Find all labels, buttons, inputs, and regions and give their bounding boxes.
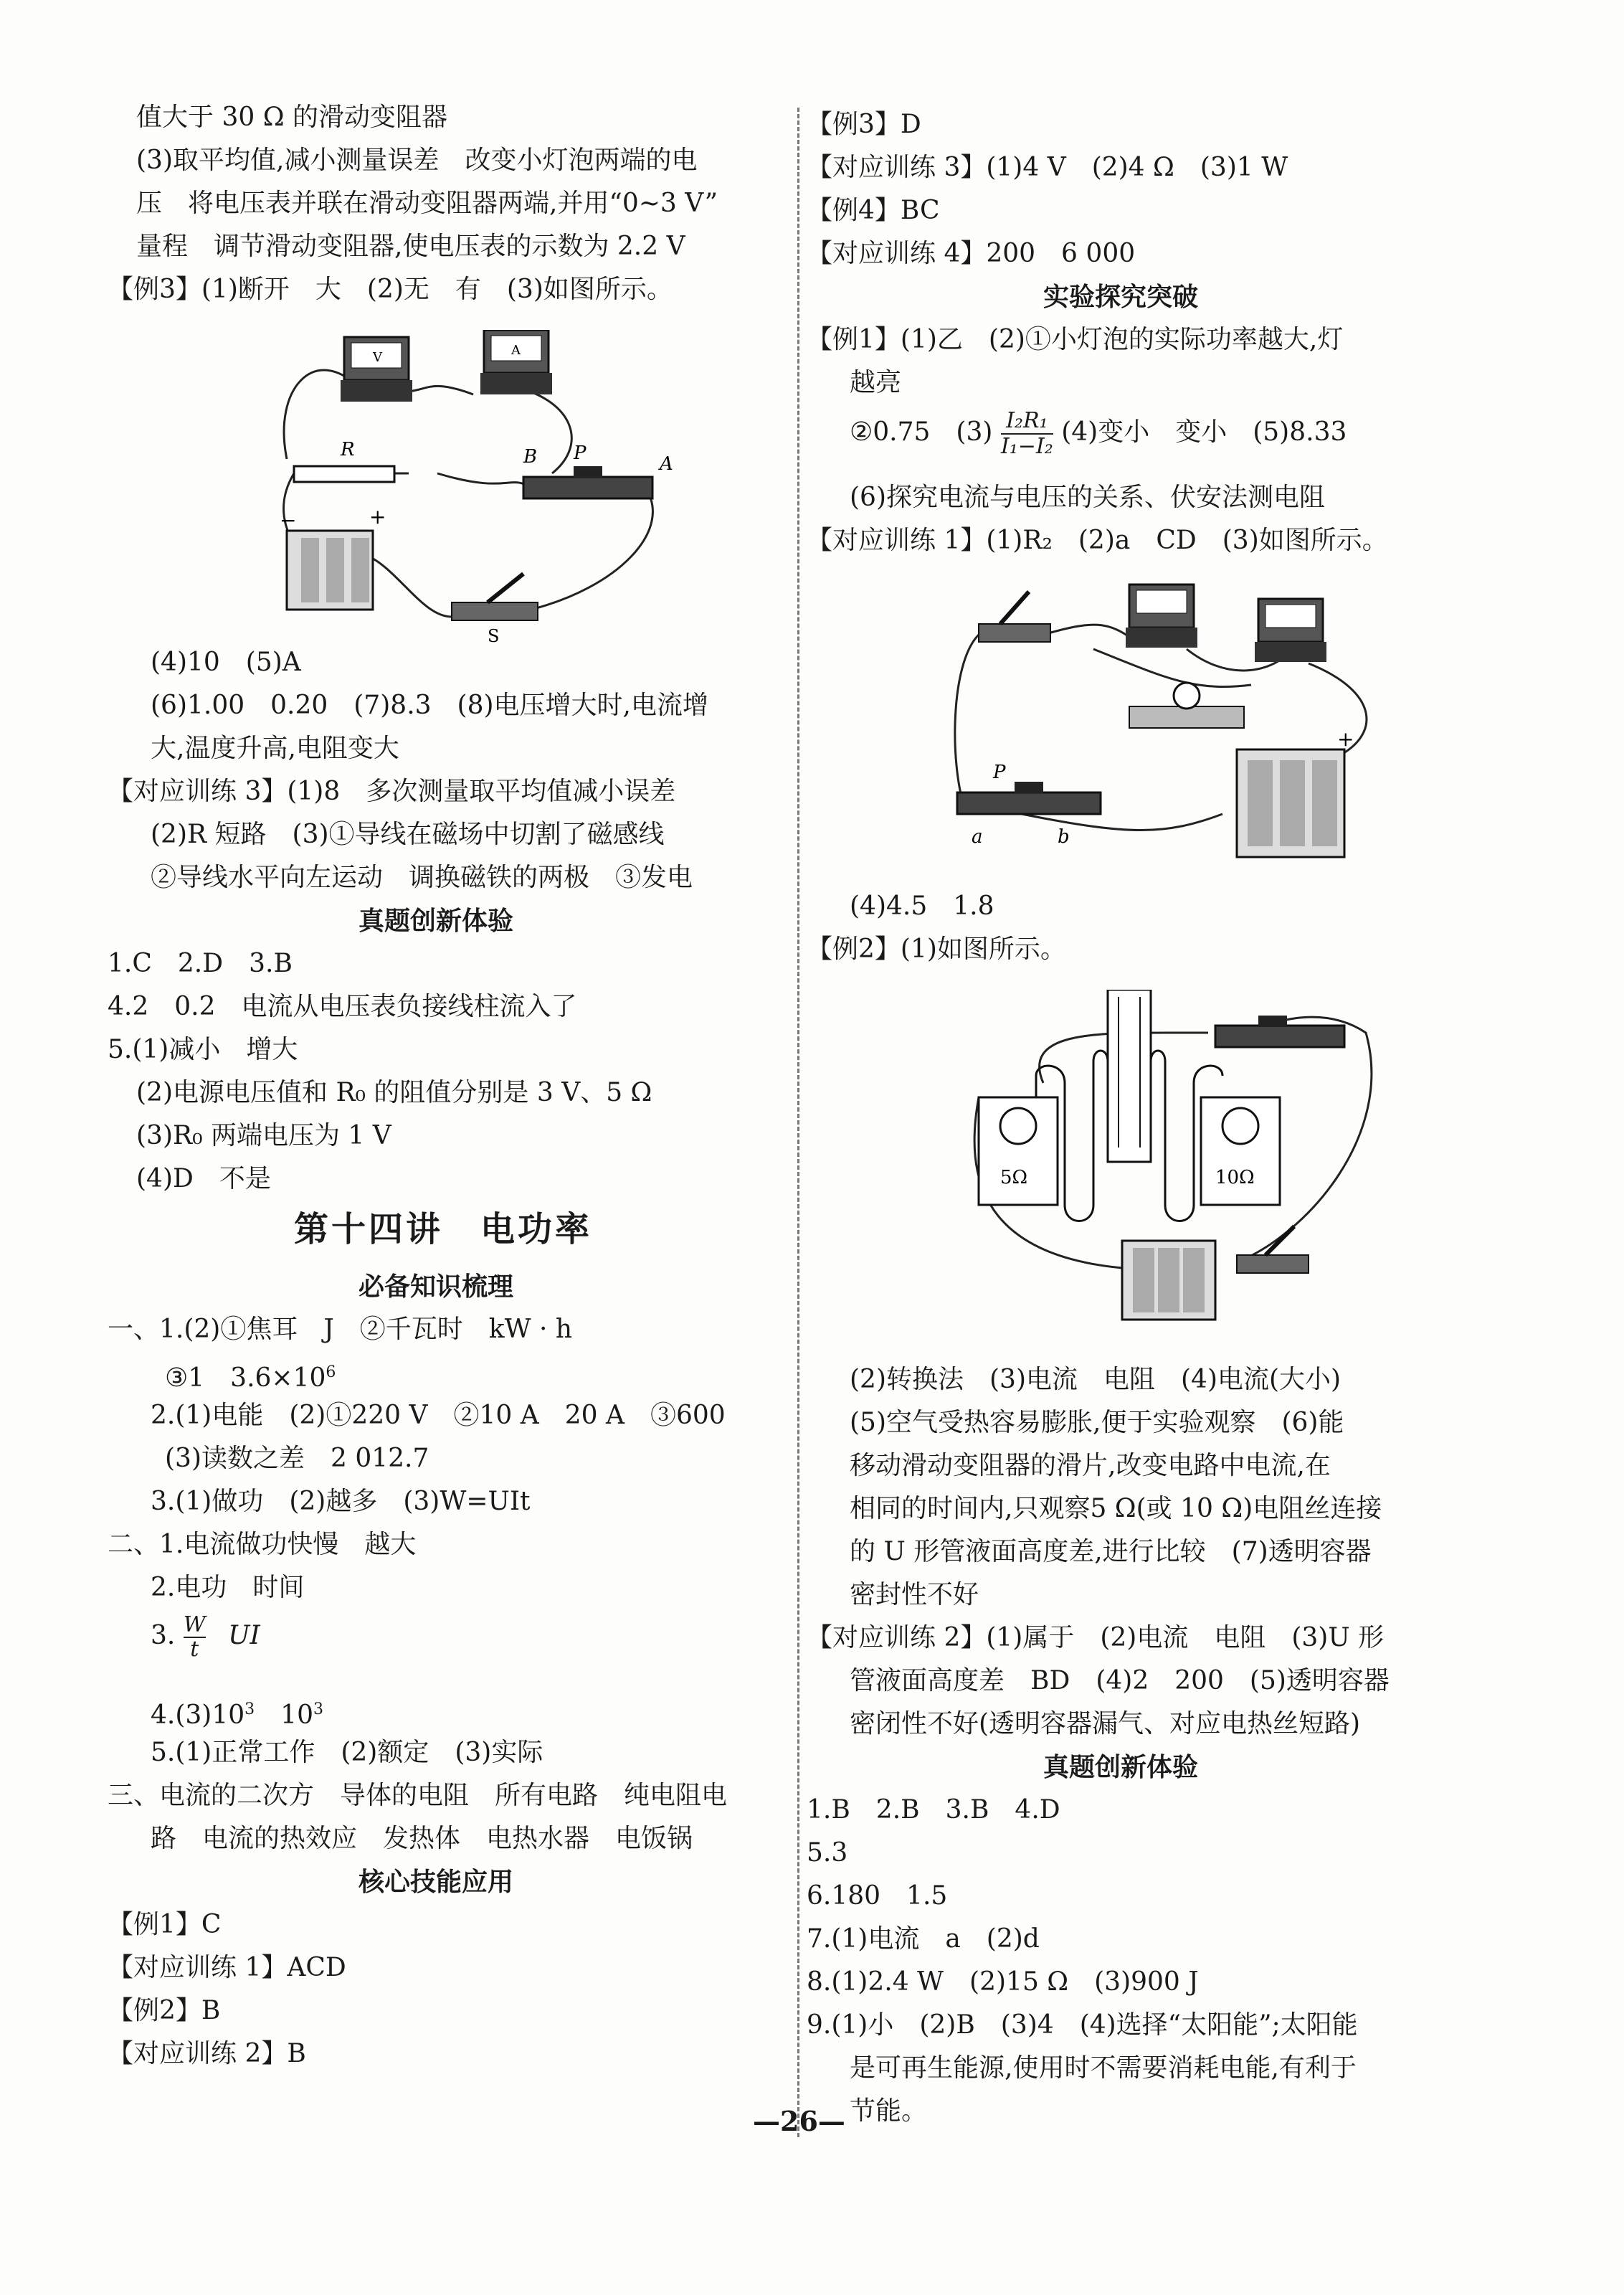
- example-line: 【例3】(1)断开 大 (2)无 有 (3)如图所示。: [108, 275, 673, 304]
- text-line: 的 U 形管液面高度差,进行比较 (7)透明容器: [850, 1537, 1372, 1566]
- label-b: b: [1058, 826, 1070, 848]
- text-line: 4.2 0.2 电流从电压表负接线柱流入了: [108, 992, 577, 1021]
- circuit-figure-2: [950, 577, 1395, 879]
- text-line: 是可再生能源,使用时不需要消耗电能,有利于: [850, 2053, 1357, 2083]
- label-a: A: [660, 453, 673, 475]
- text-line: 量程 调节滑动变阻器,使电压表的示数为 2.2 V: [136, 232, 685, 261]
- lamp-icon: [1129, 683, 1244, 728]
- label-plus: +: [1337, 727, 1354, 751]
- container-10-ohm: [1201, 1097, 1280, 1205]
- text-line: 1.C 2.D 3.B: [108, 949, 293, 978]
- text-line: (4)10 (5)A: [151, 648, 301, 677]
- text-line: 2.(1)电能 (2)①220 V ②10 A 20 A ③600: [151, 1401, 726, 1430]
- example-line: 【对应训练 2】(1)属于 (2)电流 电阻 (3)U 形: [807, 1623, 1385, 1652]
- section-heading: 核心技能应用: [358, 1867, 514, 1897]
- text-line: $4.(3)10^3$ $10^3$: [151, 1700, 323, 1730]
- switch-icon: [979, 592, 1050, 642]
- example-line: 【例3】D: [807, 110, 921, 139]
- fraction-line: 3. $\frac{W}{t}$ UI: [151, 1612, 260, 1662]
- svg-text:A: A: [511, 343, 521, 358]
- voltmeter-icon: [341, 337, 412, 402]
- container-5-ohm: [979, 1097, 1058, 1205]
- text-line: 8.(1)2.4 W (2)15 Ω (3)900 J: [807, 1967, 1199, 1997]
- text-line: ③1 $3.6\times 10^6$: [165, 1363, 336, 1393]
- text-line: (2)转换法 (3)电流 电阻 (4)电流(大小): [850, 1365, 1342, 1394]
- text-line: (3)取平均值,减小测量误差 改变小灯泡两端的电: [136, 146, 698, 175]
- ammeter-icon: [480, 330, 552, 394]
- circuit-figure-3: [964, 990, 1395, 1334]
- rheostat-icon: [1215, 1016, 1344, 1047]
- text-line: (3)读数之差 2 012.7: [165, 1444, 429, 1473]
- example-line: 【例2】B: [108, 1996, 221, 2025]
- ammeter-icon: [1126, 585, 1197, 648]
- text-line: (4)D 不是: [136, 1164, 271, 1193]
- text-line: 5.3: [807, 1838, 848, 1868]
- text-line: (2)R 短路 (3)①导线在磁场中切割了磁感线: [151, 820, 665, 849]
- example-line: 【对应训练 3】(1)8 多次测量取平均值减小误差: [108, 777, 676, 806]
- text-line: 3.(1)做功 (2)越多 (3)W=UIt: [151, 1487, 531, 1516]
- text-line: 相同的时间内,只观察5 Ω(或 10 Ω)电阻丝连接: [850, 1494, 1382, 1523]
- text-line: 一、1.(2)①焦耳 J ②千瓦时 kW · h: [108, 1315, 573, 1344]
- text-line: ②导线水平向左运动 调换磁铁的两极 ③发电: [151, 863, 693, 892]
- text-line: 2.电功 时间: [151, 1573, 305, 1602]
- svg-text:V: V: [373, 350, 382, 365]
- text-line: (3)R₀ 两端电压为 1 V: [136, 1121, 391, 1150]
- example-line: 【对应训练 1】(1)R₂ (2)a CD (3)如图所示。: [807, 526, 1388, 555]
- section-heading: 真题创新体验: [358, 906, 514, 936]
- text-line: 三、电流的二次方 导体的电阻 所有电路 纯电阻电: [108, 1781, 728, 1810]
- label-10-ohm: 10Ω: [1215, 1167, 1255, 1188]
- label-b: B: [523, 446, 538, 468]
- switch-icon: [452, 574, 538, 645]
- switch-icon: [1237, 1226, 1309, 1273]
- text-line: 节能。: [850, 2096, 928, 2126]
- text-line: 移动滑动变阻器的滑片,改变电路中电流,在: [850, 1451, 1331, 1480]
- text-line: 值大于 30 Ω 的滑动变阻器: [136, 103, 447, 132]
- rheostat-icon: [957, 762, 1101, 848]
- example-line: 【例2】(1)如图所示。: [807, 934, 1066, 964]
- section-heading: 实验探究突破: [1043, 282, 1199, 312]
- text-line: 5.(1)减小 增大: [108, 1035, 298, 1064]
- text-line: 二、1.电流做功快慢 越大: [108, 1530, 417, 1559]
- label-s: S: [488, 626, 500, 645]
- text-line: (5)空气受热容易膨胀,便于实验观察 (6)能: [850, 1408, 1344, 1437]
- text-line: 大,温度升高,电阻变大: [151, 734, 399, 763]
- example-line: 【对应训练 1】ACD: [108, 1953, 346, 1982]
- text-line: 1.B 2.B 3.B 4.D: [807, 1795, 1060, 1825]
- text-line: 管液面高度差 BD (4)2 200 (5)透明容器: [850, 1666, 1390, 1695]
- rheostat-icon: [523, 443, 673, 498]
- text-line: 7.(1)电流 a (2)d: [807, 1924, 1040, 1954]
- example-line: 【对应训练 4】200 6 000: [807, 239, 1136, 268]
- battery-icon: [1122, 1241, 1215, 1320]
- column-divider: [797, 108, 799, 2137]
- voltmeter-icon: [1255, 599, 1326, 662]
- text-line: (6)探究电流与电压的关系、伏安法测电阻: [850, 483, 1325, 512]
- text-line: 9.(1)小 (2)B (3)4 (4)选择“太阳能”;太阳能: [807, 2010, 1358, 2040]
- section-heading: 真题创新体验: [1043, 1752, 1199, 1782]
- battery-icon: [280, 505, 386, 610]
- text-line: 密封性不好: [850, 1580, 979, 1609]
- u-tube-icon: [1036, 990, 1222, 1221]
- text-line: 压 将电压表并联在滑动变阻器两端,并用“0~3 V”: [136, 189, 718, 218]
- chapter-title: 第十四讲 电功率: [294, 1209, 593, 1249]
- circuit-figure-1: [272, 330, 681, 645]
- section-heading: 必备知识梳理: [358, 1272, 514, 1302]
- label-a: a: [972, 826, 983, 848]
- label-p: P: [574, 443, 587, 464]
- example-line: 【对应训练 2】B: [108, 2039, 306, 2068]
- label-p: P: [993, 762, 1006, 783]
- text-line: 路 电流的热效应 发热体 电热水器 电饭锅: [151, 1824, 693, 1853]
- text-line: 密闭性不好(透明容器漏气、对应电热丝短路): [850, 1709, 1361, 1738]
- example-line: 【例1】C: [108, 1910, 222, 1939]
- text-line: (6)1.00 0.20 (7)8.3 (8)电压增大时,电流增: [151, 691, 708, 720]
- label-r: R: [341, 439, 355, 460]
- label-minus: −: [280, 508, 297, 532]
- text-line: 6.180 1.5: [807, 1881, 948, 1911]
- text-line: (4)4.5 1.8: [850, 891, 994, 921]
- resistor-icon: [294, 439, 394, 482]
- example-line: 【对应训练 3】(1)4 V (2)4 Ω (3)1 W: [807, 153, 1288, 182]
- label-plus: +: [369, 505, 386, 529]
- example-line: 【例4】BC: [807, 196, 940, 225]
- text-line: 越亮: [850, 368, 902, 397]
- example-line: 【例1】(1)乙 (2)①小灯泡的实际功率越大,灯: [807, 325, 1344, 354]
- page-number: —26—: [753, 2105, 845, 2137]
- battery-icon: [1237, 727, 1354, 857]
- text-line: (2)电源电压值和 R₀ 的阻值分别是 3 V、5 Ω: [136, 1078, 652, 1107]
- fraction-line: ②0.75 (3) $\frac{\text{I₂R₁}}{\text{I₁−I₂}}$ (4)变小 变小 (5)8.33: [850, 408, 1347, 459]
- text-line: 5.(1)正常工作 (2)额定 (3)实际: [151, 1738, 543, 1767]
- label-5-ohm: 5Ω: [1000, 1167, 1028, 1188]
